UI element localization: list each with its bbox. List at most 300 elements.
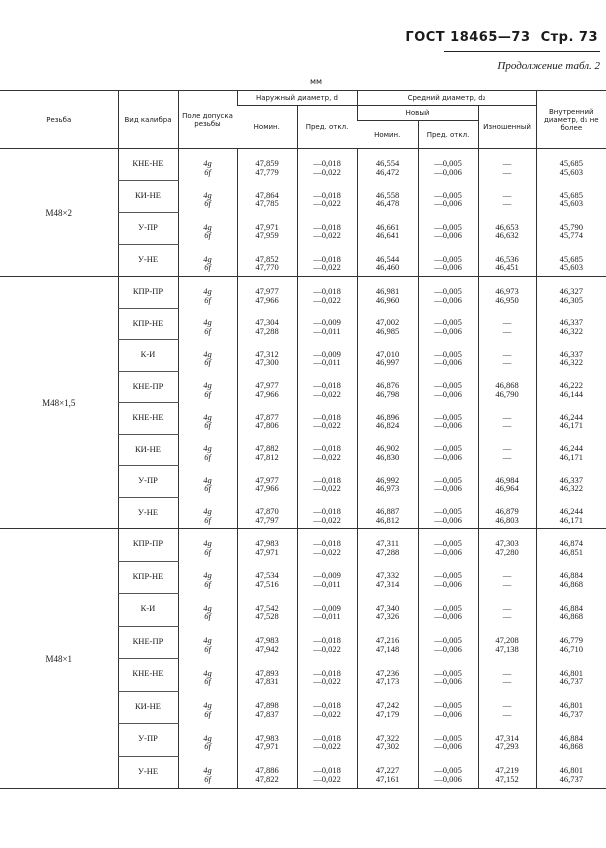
cell-value: 4g bbox=[203, 317, 212, 327]
mid-nominal-cell bbox=[357, 466, 418, 498]
inner-diameter-cell bbox=[536, 181, 606, 213]
table-row bbox=[0, 277, 606, 309]
cell-value: 6f bbox=[204, 643, 211, 654]
cell-value: 47,332 bbox=[375, 570, 400, 580]
cell-value: —0,005 bbox=[434, 700, 462, 710]
cell-value: 4g bbox=[203, 189, 212, 200]
cell-value: 46,244 bbox=[559, 506, 583, 516]
mid-deviation-cell bbox=[418, 181, 478, 213]
gauge-kind-cell: У-НЕ bbox=[118, 497, 178, 529]
mid-nominal-cell bbox=[357, 403, 418, 435]
col-mid-worn: Изношенный bbox=[478, 106, 536, 149]
mid-deviation-cell bbox=[418, 529, 478, 562]
thread-size-cell: M48×1,5 bbox=[0, 277, 118, 529]
cell-value: — bbox=[502, 443, 512, 453]
mid-nominal-cell bbox=[357, 213, 418, 245]
worn-cell bbox=[478, 691, 536, 724]
cell-value: 6f bbox=[204, 230, 211, 240]
col-inner-diameter: Внутренний диаметр, d₁ не более bbox=[536, 91, 606, 149]
cell-value: —0,005 bbox=[434, 538, 462, 548]
outer-nominal-cell bbox=[237, 340, 297, 372]
cell-value: —0,005 bbox=[434, 635, 462, 645]
worn-cell bbox=[478, 561, 536, 594]
mid-deviation-cell bbox=[418, 561, 478, 594]
cell-value: 45,685 bbox=[559, 253, 583, 264]
cell-value: 46,171 bbox=[559, 514, 583, 525]
gauge-kind-cell: КПР-ПР bbox=[118, 277, 178, 309]
outer-nominal-cell bbox=[237, 277, 297, 309]
cell-value: 46,902 bbox=[375, 443, 400, 453]
outer-nominal-cell bbox=[237, 213, 297, 245]
cell-value: — bbox=[502, 570, 512, 580]
cell-value: —0,009 bbox=[313, 348, 341, 359]
cell-value: —0,006 bbox=[434, 166, 462, 177]
inner-diameter-cell bbox=[536, 245, 606, 277]
cell-value: 46,803 bbox=[495, 514, 519, 525]
cell-value: 47,971 bbox=[255, 741, 279, 751]
cell-value: —0,011 bbox=[313, 611, 341, 621]
cell-value: 46,472 bbox=[375, 166, 400, 177]
cell-value: 46,985 bbox=[375, 325, 400, 336]
thread-size-cell: M48×1 bbox=[0, 529, 118, 789]
cell-value: 47,326 bbox=[375, 611, 400, 621]
cell-value: 46,544 bbox=[375, 253, 400, 264]
tolerance-cell bbox=[178, 561, 237, 594]
cell-value: 46,973 bbox=[495, 286, 519, 296]
mid-deviation-cell bbox=[418, 277, 478, 309]
cell-value: — bbox=[502, 325, 512, 336]
outer-nominal-cell bbox=[237, 308, 297, 340]
cell-value: 47,812 bbox=[255, 451, 279, 462]
worn-cell bbox=[478, 756, 536, 789]
cell-value: 47,942 bbox=[255, 643, 279, 654]
cell-value: 46,851 bbox=[559, 546, 583, 557]
tolerance-cell bbox=[178, 340, 237, 372]
cell-value: 47,314 bbox=[495, 732, 519, 743]
worn-cell bbox=[478, 466, 536, 498]
cell-value: 47,312 bbox=[255, 348, 279, 359]
cell-value: 4g bbox=[203, 348, 212, 359]
cell-value: —0,018 bbox=[313, 700, 341, 710]
cell-value: — bbox=[502, 158, 512, 168]
tolerance-cell bbox=[178, 149, 237, 181]
cell-value: —0,011 bbox=[313, 578, 341, 589]
cell-value: —0,018 bbox=[313, 221, 341, 232]
cell-value: —0,006 bbox=[434, 294, 462, 305]
cell-value: 47,304 bbox=[255, 317, 279, 327]
inner-diameter-cell bbox=[536, 594, 606, 627]
outer-nominal-cell bbox=[237, 626, 297, 659]
outer-nominal-cell bbox=[237, 594, 297, 627]
cell-value: 6f bbox=[204, 578, 211, 589]
cell-value: —0,006 bbox=[434, 420, 462, 430]
cell-value: 47,010 bbox=[375, 348, 400, 359]
cell-value: —0,009 bbox=[313, 570, 341, 580]
cell-value: 46,992 bbox=[375, 474, 400, 485]
cell-value: 46,536 bbox=[495, 253, 519, 264]
cell-value: 46,884 bbox=[559, 570, 583, 580]
cell-value: —0,022 bbox=[313, 708, 341, 719]
cell-value: 47,208 bbox=[495, 635, 519, 645]
inner-diameter-cell bbox=[536, 497, 606, 529]
cell-value: 46,960 bbox=[375, 294, 400, 305]
outer-nominal-cell bbox=[237, 659, 297, 692]
gauge-kind-cell: У-НЕ bbox=[118, 245, 178, 277]
cell-value: 46,830 bbox=[375, 451, 400, 462]
cell-value: —0,018 bbox=[313, 158, 341, 168]
cell-value: 47,859 bbox=[255, 158, 279, 168]
cell-value: 47,236 bbox=[375, 667, 400, 678]
cell-value: —0,006 bbox=[434, 773, 462, 784]
outer-deviation-cell bbox=[297, 181, 357, 213]
col-outer-diameter: Наружный диаметр, d bbox=[237, 91, 357, 106]
cell-value: 47,179 bbox=[375, 708, 400, 719]
cell-value: —0,006 bbox=[434, 325, 462, 336]
mid-nominal-cell bbox=[357, 691, 418, 724]
unit-label: мм bbox=[310, 77, 323, 86]
cell-value: — bbox=[502, 602, 512, 613]
cell-value: 4g bbox=[203, 602, 212, 613]
cell-value: 47,770 bbox=[255, 262, 279, 272]
worn-cell bbox=[478, 213, 536, 245]
cell-value: 45,774 bbox=[559, 230, 583, 240]
worn-cell bbox=[478, 626, 536, 659]
mid-nominal-cell bbox=[357, 594, 418, 627]
tolerance-cell bbox=[178, 724, 237, 757]
cell-value: 6f bbox=[204, 262, 211, 272]
cell-value: 47,516 bbox=[255, 578, 279, 589]
cell-value: —0,022 bbox=[313, 514, 341, 525]
gauge-kind-cell: У-ПР bbox=[118, 724, 178, 757]
mid-nominal-cell bbox=[357, 434, 418, 466]
cell-value: 47,806 bbox=[255, 420, 279, 430]
outer-nominal-cell bbox=[237, 724, 297, 757]
cell-value: 46,801 bbox=[559, 700, 583, 710]
cell-value: 46,887 bbox=[375, 506, 400, 516]
cell-value: 47,288 bbox=[255, 325, 279, 336]
tolerance-cell bbox=[178, 403, 237, 435]
mid-deviation-cell bbox=[418, 245, 478, 277]
cell-value: 4g bbox=[203, 765, 212, 775]
cell-value: 47,893 bbox=[255, 667, 279, 678]
inner-diameter-cell bbox=[536, 371, 606, 403]
outer-deviation-cell bbox=[297, 594, 357, 627]
cell-value: 6f bbox=[204, 451, 211, 462]
tolerance-cell bbox=[178, 308, 237, 340]
outer-deviation-cell bbox=[297, 691, 357, 724]
cell-value: —0,006 bbox=[434, 514, 462, 525]
cell-value: 46,144 bbox=[559, 388, 583, 399]
cell-value: — bbox=[502, 198, 512, 208]
mid-deviation-cell bbox=[418, 756, 478, 789]
cell-value: 47,822 bbox=[255, 773, 279, 784]
inner-diameter-cell bbox=[536, 756, 606, 789]
cell-value: —0,005 bbox=[434, 221, 462, 232]
mid-nominal-cell bbox=[357, 659, 418, 692]
cell-value: 45,603 bbox=[559, 198, 583, 208]
cell-value: 46,973 bbox=[375, 483, 400, 493]
cell-value: 46,737 bbox=[559, 676, 583, 686]
cell-value: — bbox=[502, 317, 512, 327]
cell-value: 4g bbox=[203, 380, 212, 390]
cell-value: 46,801 bbox=[559, 765, 583, 775]
col-mid-diameter: Средний диаметр, d₂ bbox=[357, 91, 536, 106]
outer-nominal-cell bbox=[237, 149, 297, 181]
cell-value: 47,311 bbox=[375, 538, 400, 548]
cell-value: 47,966 bbox=[255, 294, 279, 305]
cell-value: 6f bbox=[204, 611, 211, 621]
cell-value: 47,983 bbox=[255, 538, 279, 548]
cell-value: 46,641 bbox=[375, 230, 400, 240]
cell-value: 4g bbox=[203, 411, 212, 422]
cell-value: — bbox=[502, 676, 512, 686]
cell-value: 47,303 bbox=[495, 538, 519, 548]
cell-value: 46,337 bbox=[559, 474, 583, 485]
outer-deviation-cell bbox=[297, 213, 357, 245]
cell-value: 47,002 bbox=[375, 317, 400, 327]
cell-value: —0,005 bbox=[434, 570, 462, 580]
tolerance-cell bbox=[178, 434, 237, 466]
cell-value: —0,022 bbox=[313, 676, 341, 686]
cell-value: 46,322 bbox=[559, 325, 583, 336]
tolerance-cell bbox=[178, 529, 237, 562]
cell-value: 46,868 bbox=[559, 578, 583, 589]
cell-value: 6f bbox=[204, 388, 211, 399]
cell-value: 47,152 bbox=[495, 773, 519, 784]
outer-nominal-cell bbox=[237, 466, 297, 498]
mid-nominal-cell bbox=[357, 181, 418, 213]
outer-deviation-cell bbox=[297, 340, 357, 372]
tolerance-cell bbox=[178, 466, 237, 498]
cell-value: 46,884 bbox=[559, 732, 583, 743]
cell-value: —0,005 bbox=[434, 253, 462, 264]
gauge-kind-cell: КПР-ПР bbox=[118, 529, 178, 562]
inner-diameter-cell bbox=[536, 724, 606, 757]
cell-value: — bbox=[502, 189, 512, 200]
cell-value: 6f bbox=[204, 741, 211, 751]
tolerance-cell bbox=[178, 371, 237, 403]
tolerance-cell bbox=[178, 594, 237, 627]
worn-cell bbox=[478, 308, 536, 340]
cell-value: —0,006 bbox=[434, 676, 462, 686]
mid-nominal-cell bbox=[357, 529, 418, 562]
cell-value: 47,977 bbox=[255, 380, 279, 390]
cell-value: 47,280 bbox=[495, 546, 519, 557]
cell-value: 4g bbox=[203, 667, 212, 678]
cell-value: — bbox=[502, 667, 512, 678]
cell-value: 46,451 bbox=[495, 262, 519, 272]
cell-value: 47,977 bbox=[255, 286, 279, 296]
mid-deviation-cell bbox=[418, 213, 478, 245]
cell-value: —0,006 bbox=[434, 546, 462, 557]
cell-value: 6f bbox=[204, 773, 211, 784]
cell-value: —0,022 bbox=[313, 166, 341, 177]
inner-diameter-cell bbox=[536, 308, 606, 340]
mid-deviation-cell bbox=[418, 466, 478, 498]
cell-value: 46,171 bbox=[559, 420, 583, 430]
gauge-kind-cell: К-И bbox=[118, 340, 178, 372]
cell-value: 46,876 bbox=[375, 380, 400, 390]
cell-value: — bbox=[502, 611, 512, 621]
cell-value: — bbox=[502, 411, 512, 422]
cell-value: 46,984 bbox=[495, 474, 519, 485]
outer-deviation-cell bbox=[297, 497, 357, 529]
mid-deviation-cell bbox=[418, 149, 478, 181]
cell-value: 45,685 bbox=[559, 158, 583, 168]
cell-value: 47,966 bbox=[255, 483, 279, 493]
cell-value: —0,005 bbox=[434, 602, 462, 613]
gauge-kind-cell: КИ-НЕ bbox=[118, 181, 178, 213]
col-mid-new: Новый bbox=[357, 106, 478, 121]
outer-nominal-cell bbox=[237, 403, 297, 435]
mid-deviation-cell bbox=[418, 724, 478, 757]
tolerance-cell bbox=[178, 181, 237, 213]
cell-value: —0,006 bbox=[434, 741, 462, 751]
worn-cell bbox=[478, 340, 536, 372]
gauge-kind-cell: КИ-НЕ bbox=[118, 691, 178, 724]
inner-diameter-cell bbox=[536, 340, 606, 372]
cell-value: —0,005 bbox=[434, 380, 462, 390]
cell-value: 4g bbox=[203, 253, 212, 264]
cell-value: —0,011 bbox=[313, 325, 341, 336]
worn-cell bbox=[478, 434, 536, 466]
cell-value: —0,006 bbox=[434, 388, 462, 399]
cell-value: —0,005 bbox=[434, 765, 462, 775]
cell-value: 6f bbox=[204, 546, 211, 557]
tolerance-cell bbox=[178, 497, 237, 529]
cell-value: — bbox=[502, 357, 512, 367]
cell-value: 46,244 bbox=[559, 443, 583, 453]
col-kind: Вид калибра bbox=[118, 91, 178, 149]
cell-value: 46,653 bbox=[495, 221, 519, 232]
inner-diameter-cell bbox=[536, 626, 606, 659]
outer-deviation-cell bbox=[297, 466, 357, 498]
tolerance-cell bbox=[178, 691, 237, 724]
mid-nominal-cell bbox=[357, 724, 418, 757]
outer-nominal-cell bbox=[237, 371, 297, 403]
cell-value: 47,242 bbox=[375, 700, 400, 710]
inner-diameter-cell bbox=[536, 434, 606, 466]
cell-value: —0,022 bbox=[313, 773, 341, 784]
cell-value: —0,018 bbox=[313, 765, 341, 775]
outer-deviation-cell bbox=[297, 371, 357, 403]
mid-nominal-cell bbox=[357, 561, 418, 594]
cell-value: 6f bbox=[204, 420, 211, 430]
cell-value: 6f bbox=[204, 357, 211, 367]
cell-value: 47,983 bbox=[255, 635, 279, 645]
outer-nominal-cell bbox=[237, 756, 297, 789]
gauge-kind-cell: КПР-НЕ bbox=[118, 561, 178, 594]
cell-value: —0,018 bbox=[313, 732, 341, 743]
cell-value: —0,006 bbox=[434, 262, 462, 272]
cell-value: —0,018 bbox=[313, 506, 341, 516]
outer-deviation-cell bbox=[297, 756, 357, 789]
cell-value: 46,478 bbox=[375, 198, 400, 208]
cell-value: 45,603 bbox=[559, 166, 583, 177]
cell-value: 46,824 bbox=[375, 420, 400, 430]
cell-value: 47,314 bbox=[375, 578, 400, 589]
cell-value: 6f bbox=[204, 514, 211, 525]
mid-deviation-cell bbox=[418, 308, 478, 340]
outer-deviation-cell bbox=[297, 277, 357, 309]
gauge-kind-cell: У-НЕ bbox=[118, 756, 178, 789]
cell-value: 46,801 bbox=[559, 667, 583, 678]
cell-value: 46,337 bbox=[559, 348, 583, 359]
cell-value: —0,022 bbox=[313, 483, 341, 493]
cell-value: 47,173 bbox=[375, 676, 400, 686]
cell-value: 46,896 bbox=[375, 411, 400, 422]
cell-value: 4g bbox=[203, 700, 212, 710]
cell-value: 47,837 bbox=[255, 708, 279, 719]
cell-value: 46,874 bbox=[559, 538, 583, 548]
cell-value: 47,302 bbox=[375, 741, 400, 751]
worn-cell bbox=[478, 245, 536, 277]
table-continuation-caption: Продолжение табл. 2 bbox=[497, 60, 600, 72]
cell-value: 47,785 bbox=[255, 198, 279, 208]
cell-value: 46,322 bbox=[559, 357, 583, 367]
cell-value: 46,737 bbox=[559, 708, 583, 719]
cell-value: 45,685 bbox=[559, 189, 583, 200]
mid-deviation-cell bbox=[418, 403, 478, 435]
cell-value: 46,222 bbox=[559, 380, 583, 390]
cell-value: 47,959 bbox=[255, 230, 279, 240]
cell-value: 46,710 bbox=[559, 643, 583, 654]
gauge-kind-cell: КПР-НЕ bbox=[118, 308, 178, 340]
cell-value: 47,340 bbox=[375, 602, 400, 613]
cell-value: —0,005 bbox=[434, 474, 462, 485]
cell-value: 47,138 bbox=[495, 643, 519, 654]
cell-value: 47,831 bbox=[255, 676, 279, 686]
cell-value: —0,005 bbox=[434, 317, 462, 327]
cell-value: —0,018 bbox=[313, 380, 341, 390]
gauge-kind-cell: У-ПР bbox=[118, 213, 178, 245]
worn-cell bbox=[478, 277, 536, 309]
mid-nominal-cell bbox=[357, 149, 418, 181]
mid-nominal-cell bbox=[357, 497, 418, 529]
cell-value: —0,018 bbox=[313, 253, 341, 264]
cell-value: 6f bbox=[204, 325, 211, 336]
cell-value: 4g bbox=[203, 570, 212, 580]
gauge-kind-cell: КНЕ-НЕ bbox=[118, 403, 178, 435]
inner-diameter-cell bbox=[536, 659, 606, 692]
inner-diameter-cell bbox=[536, 466, 606, 498]
tolerance-cell bbox=[178, 756, 237, 789]
cell-value: —0,011 bbox=[313, 357, 341, 367]
cell-value: 46,997 bbox=[375, 357, 400, 367]
tolerance-cell bbox=[178, 277, 237, 309]
col-outer-nominal: Номин. bbox=[237, 106, 297, 149]
cell-value: 46,554 bbox=[375, 158, 400, 168]
table-row bbox=[0, 529, 606, 562]
outer-nominal-cell bbox=[237, 245, 297, 277]
cell-value: 4g bbox=[203, 635, 212, 645]
cell-value: —0,006 bbox=[434, 643, 462, 654]
cell-value: 46,337 bbox=[559, 317, 583, 327]
outer-nominal-cell bbox=[237, 497, 297, 529]
gauge-kind-cell: У-ПР bbox=[118, 466, 178, 498]
cell-value: 47,898 bbox=[255, 700, 279, 710]
cell-value: 47,293 bbox=[495, 741, 519, 751]
cell-value: 47,779 bbox=[255, 166, 279, 177]
tolerance-cell bbox=[178, 213, 237, 245]
outer-nominal-cell bbox=[237, 529, 297, 562]
cell-value: 47,852 bbox=[255, 253, 279, 264]
cell-value: 46,884 bbox=[559, 602, 583, 613]
cell-value: —0,018 bbox=[313, 667, 341, 678]
cell-value: 46,322 bbox=[559, 483, 583, 493]
cell-value: —0,006 bbox=[434, 708, 462, 719]
mid-deviation-cell bbox=[418, 371, 478, 403]
